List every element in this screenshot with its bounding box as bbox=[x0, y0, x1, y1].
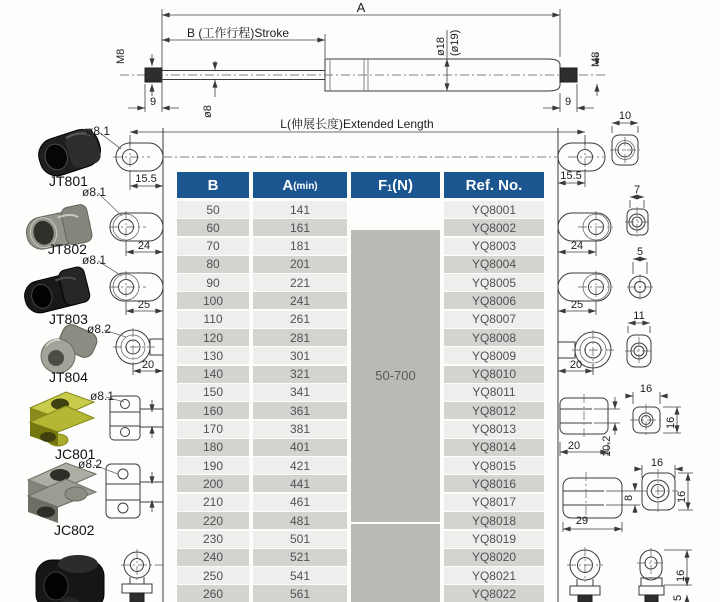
table-row bbox=[177, 219, 544, 236]
table-row bbox=[177, 457, 544, 474]
jc802-photo bbox=[28, 463, 96, 523]
jt803-left-drawing bbox=[109, 271, 163, 315]
dim-d8-label: ø8 bbox=[202, 105, 214, 118]
cell-a: 541 bbox=[253, 567, 347, 584]
jc801-photo bbox=[30, 392, 94, 446]
cell-a: 341 bbox=[253, 384, 347, 401]
cell-b: 230 bbox=[177, 531, 249, 548]
cell-a: 221 bbox=[253, 274, 347, 291]
jt804-left-dim: 20 bbox=[141, 359, 155, 371]
table-row bbox=[177, 567, 544, 584]
dim-b-stroke-label: B (工作行程)Stroke bbox=[187, 26, 290, 40]
cell-ref: YQ8010 bbox=[444, 366, 544, 383]
table-row bbox=[177, 402, 544, 419]
dim-155-right-label: 15.5 bbox=[560, 170, 582, 182]
header-b: B bbox=[177, 172, 249, 198]
cell-b: 100 bbox=[177, 292, 249, 309]
dim-m8-right-label: M8 bbox=[590, 51, 602, 67]
cell-b: 120 bbox=[177, 329, 249, 346]
header-f1: F 1 (N) bbox=[351, 172, 440, 198]
table-row bbox=[177, 549, 544, 566]
cell-ref: YQ8006 bbox=[444, 292, 544, 309]
cell-b: 170 bbox=[177, 421, 249, 438]
cell-ref: YQ8015 bbox=[444, 457, 544, 474]
jt804-end-dim: 11 bbox=[633, 310, 645, 322]
cell-ref: YQ8018 bbox=[444, 512, 544, 529]
jt804-dia-label: ø8.2 bbox=[87, 322, 112, 336]
cell-b: 210 bbox=[177, 494, 249, 511]
jt803-left-dim: 25 bbox=[137, 299, 151, 311]
table-row bbox=[177, 384, 544, 401]
cell-b: 70 bbox=[177, 238, 249, 255]
cell-b: 180 bbox=[177, 439, 249, 456]
cell-b: 200 bbox=[177, 475, 249, 492]
jc801-right-dim: 20 bbox=[567, 440, 581, 452]
cell-ref: YQ8008 bbox=[444, 329, 544, 346]
jt803-photo bbox=[20, 266, 91, 316]
table-row bbox=[177, 311, 544, 328]
cell-a: 401 bbox=[253, 439, 347, 456]
cell-ref: YQ8016 bbox=[444, 475, 544, 492]
jc802-left-drawing bbox=[106, 464, 163, 518]
cell-b: 150 bbox=[177, 384, 249, 401]
cell-b: 140 bbox=[177, 366, 249, 383]
dim-d18-label: ø18 bbox=[435, 37, 447, 56]
jt801-dia-label: ø8.1 bbox=[86, 124, 111, 138]
cell-b: 80 bbox=[177, 256, 249, 273]
gas-spring-side-view bbox=[120, 59, 605, 91]
table-row bbox=[177, 256, 544, 273]
jt802-name-label: JT802 bbox=[48, 241, 87, 257]
table-row bbox=[177, 347, 544, 364]
jc801-dia-label: ø8.1 bbox=[90, 389, 115, 403]
jt804-right-dim: 20 bbox=[569, 359, 583, 371]
jc802-name-label: JC802 bbox=[54, 522, 95, 538]
table-row bbox=[177, 292, 544, 309]
table-row bbox=[177, 201, 544, 218]
cell-a: 301 bbox=[253, 347, 347, 364]
cell-a: 241 bbox=[253, 292, 347, 309]
cell-b: 250 bbox=[177, 567, 249, 584]
table-row bbox=[177, 494, 544, 511]
cell-ref: YQ8019 bbox=[444, 531, 544, 548]
table-row bbox=[177, 366, 544, 383]
cell-ref: YQ8017 bbox=[444, 494, 544, 511]
cell-ref: YQ8012 bbox=[444, 402, 544, 419]
jt803-dia-label: ø8.1 bbox=[82, 253, 107, 267]
cell-ref: YQ8005 bbox=[444, 274, 544, 291]
spec-table bbox=[177, 172, 544, 602]
cell-a: 281 bbox=[253, 329, 347, 346]
table-row bbox=[177, 585, 544, 602]
dim-d19-label: (ø19) bbox=[449, 29, 461, 56]
table-row bbox=[177, 475, 544, 492]
jc802-end-w-dim: 16 bbox=[650, 457, 664, 469]
table-row bbox=[177, 238, 544, 255]
cell-b: 130 bbox=[177, 347, 249, 364]
bottom-right-drawing bbox=[567, 547, 692, 602]
cell-a: 321 bbox=[253, 366, 347, 383]
jc802-dia-label: ø8.2 bbox=[78, 457, 103, 471]
cell-ref: YQ8013 bbox=[444, 421, 544, 438]
cell-ref: YQ8007 bbox=[444, 311, 544, 328]
jt802-left-dim: 24 bbox=[137, 240, 151, 252]
bottom-left-drawing bbox=[121, 549, 163, 602]
jc801-end-h-dim: 16 bbox=[665, 416, 677, 429]
cell-ref: YQ8011 bbox=[444, 384, 544, 401]
cell-ref: YQ8002 bbox=[444, 219, 544, 236]
cell-a: 501 bbox=[253, 531, 347, 548]
bottom-photo bbox=[36, 555, 104, 602]
jt803-end-dim: 5 bbox=[636, 246, 644, 258]
dim-9-right-label: 9 bbox=[564, 96, 572, 108]
cell-a: 421 bbox=[253, 457, 347, 474]
cell-ref: YQ8003 bbox=[444, 238, 544, 255]
dim-m8-left-label: M8 bbox=[115, 48, 127, 64]
cell-b: 60 bbox=[177, 219, 249, 236]
table-row bbox=[177, 531, 544, 548]
cell-a: 561 bbox=[253, 585, 347, 602]
cell-b: 190 bbox=[177, 457, 249, 474]
jt803-right-dim: 25 bbox=[570, 299, 584, 311]
jt802-right-dim: 24 bbox=[570, 240, 584, 252]
jc802-right-dim: 29 bbox=[575, 515, 589, 527]
table-header bbox=[177, 172, 544, 198]
dim-a-label: A bbox=[356, 0, 366, 15]
cell-ref: YQ8009 bbox=[444, 347, 544, 364]
dim-9-left-label: 9 bbox=[149, 96, 157, 108]
header-ref: Ref. No. bbox=[444, 172, 544, 198]
jc802-slot-dim: 8 bbox=[623, 494, 635, 501]
jt804-name-label: JT804 bbox=[49, 369, 88, 385]
table-row bbox=[177, 329, 544, 346]
cell-a: 141 bbox=[253, 201, 347, 218]
dim-155-left-label: 15.5 bbox=[135, 173, 157, 185]
jt801-name-label: JT801 bbox=[49, 173, 88, 189]
header-a-min: A (min) bbox=[253, 172, 347, 198]
jc801-slot-dim: 10.2 bbox=[601, 435, 613, 457]
cell-a: 481 bbox=[253, 512, 347, 529]
cell-ref: YQ8004 bbox=[444, 256, 544, 273]
cell-a: 441 bbox=[253, 475, 347, 492]
jc801-end-w-dim: 16 bbox=[639, 383, 653, 395]
cell-b: 90 bbox=[177, 274, 249, 291]
table-row bbox=[177, 512, 544, 529]
table-body bbox=[177, 201, 544, 602]
cell-a: 521 bbox=[253, 549, 347, 566]
bottom-end-h-dim: 16 bbox=[675, 569, 687, 582]
cell-ref: YQ8021 bbox=[444, 567, 544, 584]
jc802-end-h-dim: 16 bbox=[676, 490, 688, 503]
cell-a: 181 bbox=[253, 238, 347, 255]
jc801-left-drawing bbox=[110, 396, 163, 440]
cell-a: 381 bbox=[253, 421, 347, 438]
cell-ref: YQ8022 bbox=[444, 585, 544, 602]
cell-ref: YQ8020 bbox=[444, 549, 544, 566]
cell-b: 110 bbox=[177, 311, 249, 328]
cell-b: 220 bbox=[177, 512, 249, 529]
jc801-name-label: JC801 bbox=[55, 446, 96, 462]
table-row bbox=[177, 439, 544, 456]
cell-a: 261 bbox=[253, 311, 347, 328]
cell-a: 461 bbox=[253, 494, 347, 511]
cell-a: 201 bbox=[253, 256, 347, 273]
jt802-dia-label: ø8.1 bbox=[82, 185, 107, 199]
cell-b: 240 bbox=[177, 549, 249, 566]
jt802-end-dim: 7 bbox=[633, 184, 641, 196]
bottom-nut-dim: 5 bbox=[672, 594, 684, 601]
cell-b: 160 bbox=[177, 402, 249, 419]
cell-ref: YQ8014 bbox=[444, 439, 544, 456]
dim-extended-length-label: L(伸展长度)Extended Length bbox=[280, 117, 434, 131]
jt802-left-drawing bbox=[109, 211, 163, 256]
jt803-name-label: JT803 bbox=[49, 311, 88, 327]
table-row bbox=[177, 274, 544, 291]
f1-merged-cell: 50-700 bbox=[351, 230, 440, 522]
table-row bbox=[177, 421, 544, 438]
cell-a: 361 bbox=[253, 402, 347, 419]
cell-ref: YQ8001 bbox=[444, 201, 544, 218]
cell-b: 50 bbox=[177, 201, 249, 218]
cell-b: 260 bbox=[177, 585, 249, 602]
dim-10-label: 10 bbox=[618, 110, 632, 122]
cell-a: 161 bbox=[253, 219, 347, 236]
dimension-lines-main bbox=[128, 9, 597, 112]
